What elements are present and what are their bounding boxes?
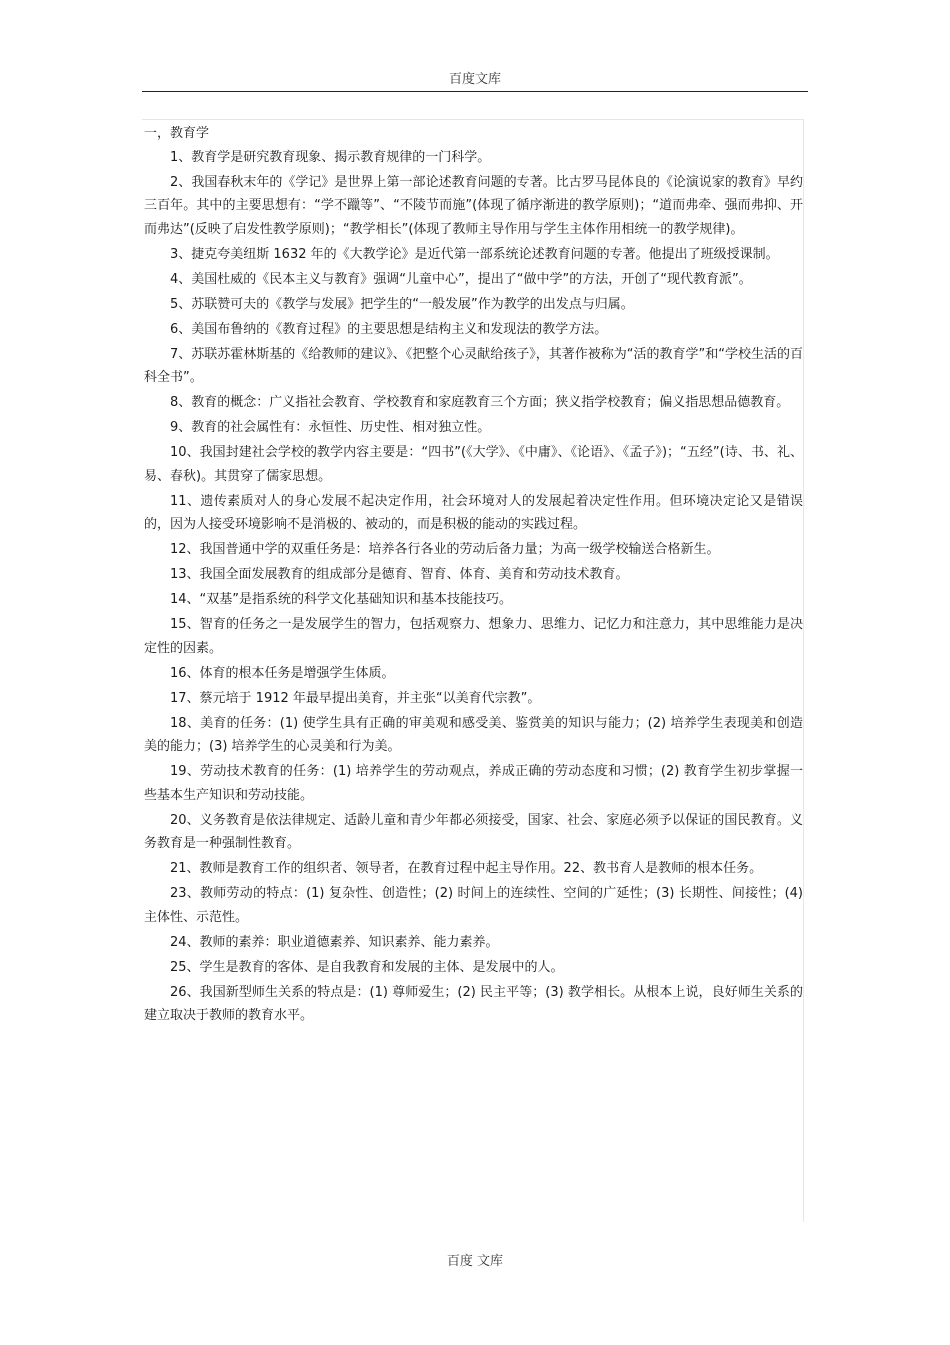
paragraph-5: 5、苏联赞可夫的《教学与发展》把学生的“一般发展”作为教学的出发点与归属。 <box>170 296 634 312</box>
page-footer: 百度 文库 <box>446 1254 504 1269</box>
paragraph-16: 16、体育的根本任务是增强学生体质。 <box>170 665 395 681</box>
paragraph-12: 12、我国普通中学的双重任务是：培养各行各业的劳动后备力量；为高一级学校输送合格新生。 <box>170 542 720 557</box>
paragraph-24: 24、教师的素养：职业道德素养、知识素养、能力素养。 <box>170 934 499 950</box>
paragraph-20: 20、义务教育是依法律规定、适龄儿童和青少年都必须接受，国家、社会、家庭必须予以保证的国民教育。义务教育是一种强制性教育。 <box>144 812 803 851</box>
paragraph-2: 2、我国春秋末年的《学记》是世界上第一部论述教育问题的专著。比古罗马昆体良的《论演说家的教育》早约三百年。其中的主要思想有：“学不躐等”、“不陵节而施”(体现了循序渐进的教学原则)；“道而弗牵、强而弗抑、开而弗达”(反映了启发性教学原则)；“教学相长”(体现了教师主导作用与学生主体作用相统一的教学规律)。 <box>144 174 803 237</box>
page-header: 百度文库 <box>448 72 501 87</box>
paragraph-13: 13、我国全面发展教育的组成部分是德育、智育、体育、美育和劳动技术教育。 <box>170 567 629 582</box>
paragraph-19: 19、劳动技术教育的任务：(1) 培养学生的劳动观点，养成正确的劳动态度和习惯；(2) 教育学生初步掌握一些基本生产知识和劳动技能。 <box>144 764 803 803</box>
paragraph-25: 25、学生是教育的客体、是自我教育和发展的主体、是发展中的人。 <box>170 959 564 975</box>
paragraph-10: 10、我国封建社会学校的教学内容主要是：“四书”(《大学》、《中庸》、《论语》、《孟子》)；“五经”(诗、书、礼、易、春秋)。其贯穿了儒家思想。 <box>144 445 803 484</box>
paragraph-23: 23、教师劳动的特点：(1) 复杂性、创造性；(2) 时间上的连续性、空间的广延性；(3) 长期性、间接性；(4) 主体性、示范性。 <box>144 886 803 925</box>
paragraph-15: 15、智育的任务之一是发展学生的智力，包括观察力、想象力、思维力、记忆力和注意力，其中思维能力是决定性的因素。 <box>144 617 803 656</box>
paragraph-14: 14、“双基”是指系统的科学文化基础知识和基本技能技巧。 <box>170 592 513 607</box>
document-body <box>142 119 804 1222</box>
section-title: 一，教育学 <box>144 126 210 141</box>
paragraph-9: 9、教育的社会属性有：永恒性、历史性、相对独立性。 <box>170 420 491 435</box>
paragraph-21: 21、教师是教育工作的组织者、领导者，在教育过程中起主导作用。22、教书育人是教师的根本任务。 <box>170 861 763 876</box>
paragraph-17: 17、蔡元培于 1912 年最早提出美育，并主张“以美育代宗教”。 <box>170 690 541 706</box>
paragraph-26: 26、我国新型师生关系的特点是：(1) 尊师爱生；(2) 民主平等；(3) 教学相长。从根本上说，良好师生关系的建立取决于教师的教育水平。 <box>144 984 803 1023</box>
paragraph-7: 7、苏联苏霍林斯基的《给教师的建议》、《把整个心灵献给孩子》，其著作被称为“活的教育学”和“学校生活的百科全书”。 <box>144 346 803 385</box>
paragraph-3: 3、捷克夸美纽斯 1632 年的《大教学论》是近代第一部系统论述教育问题的专著。他提出了班级授课制。 <box>170 246 779 262</box>
paragraph-4: 4、美国杜威的《民本主义与教育》强调“儿童中心”，提出了“做中学”的方法，开创了“现代教育派”。 <box>170 271 752 287</box>
header-rule <box>142 91 808 92</box>
paragraph-11: 11、遗传素质对人的身心发展不起决定作用，社会环境对人的发展起着决定性作用。但环境决定论又是错误的，因为人接受环境影响不是消极的、被动的，而是积极的能动的实践过程。 <box>144 493 803 532</box>
paragraph-18: 18、美育的任务：(1) 使学生具有正确的审美观和感受美、鉴赏美的知识与能力；(2) 培养学生表现美和创造美的能力；(3) 培养学生的心灵美和行为美。 <box>144 715 803 754</box>
paragraph-1: 1、教育学是研究教育现象、揭示教育规律的一门科学。 <box>170 149 491 165</box>
paragraph-list <box>144 146 803 1028</box>
paragraph-6: 6、美国布鲁纳的《教育过程》的主要思想是结构主义和发现法的教学方法。 <box>170 321 608 337</box>
paragraph-8: 8、教育的概念：广义指社会教育、学校教育和家庭教育三个方面；狭义指学校教育；偏义指思想品德教育。 <box>170 395 790 410</box>
